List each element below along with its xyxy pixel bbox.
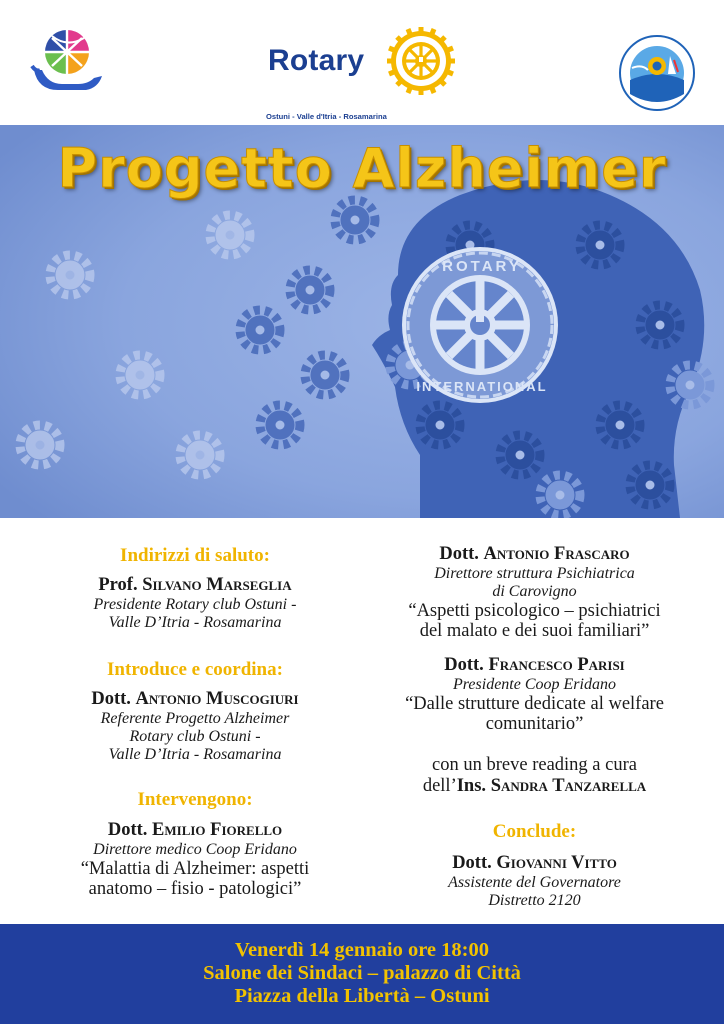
greetings-speaker-name: Prof. Silvano Marseglia: [98, 575, 292, 595]
speaker3-talk-line-1: “Dalle strutture dedicate al welfare: [405, 694, 664, 714]
closing-heading: Conclude:: [492, 821, 577, 842]
intro-role-line-1: Referente Progetto Alzheimer: [100, 710, 290, 727]
speaker3-role: Presidente Coop Eridano: [453, 676, 616, 693]
speaker1-role: Direttore medico Coop Eridano: [93, 841, 297, 858]
intro-heading: Introduce e coordina:: [107, 659, 283, 680]
closing-role-line-1: Assistente del Governatore: [448, 874, 621, 891]
event-venue: Salone dei Sindaci – palazzo di Città: [203, 962, 521, 984]
speaker2-role-line-2: di Carovigno: [492, 583, 577, 600]
greetings-heading: Indirizzi di saluto:: [120, 545, 270, 566]
district-governor-badge-icon: [618, 34, 696, 112]
speakers-heading: Intervengono:: [137, 789, 253, 810]
rotary-club-subtitle: Ostuni - Valle d'Itria - Rosamarina: [266, 112, 387, 121]
closing-role-line-2: Distretto 2120: [488, 892, 581, 909]
page-title: Progetto Alzheimer: [57, 137, 667, 200]
globe-hand-icon: [28, 26, 106, 98]
reading-line-1: con un breve reading a cura: [432, 755, 637, 775]
header: [0, 0, 724, 125]
speaker2-talk-line-2: del malato e dei suoi familiari”: [419, 621, 650, 641]
intro-speaker-name: Dott. Antonio Muscogiuri: [91, 689, 299, 709]
greetings-role-line-2: Valle D’Itria - Rosamarina: [108, 614, 282, 631]
event-address: Piazza della Libertà – Ostuni: [234, 985, 490, 1007]
speaker3-name: Dott. Francesco Parisi: [444, 655, 625, 675]
intro-role-line-3: Valle D’Itria - Rosamarina: [108, 746, 282, 763]
program-right-column: [362, 544, 707, 910]
event-details-footer: [0, 924, 724, 1024]
rotary-wheel-icon: [386, 26, 456, 96]
intro-role-line-2: Rotary club Ostuni -: [129, 728, 261, 745]
speaker1-talk-line-2: anatomo – fisio - patologici”: [88, 879, 302, 899]
speaker1-name: Dott. Emilio Fiorello: [107, 820, 283, 840]
greetings-role-line-1: Presidente Rotary club Ostuni -: [93, 596, 297, 613]
speaker1-talk-line-1: “Malattia di Alzheimer: aspetti: [80, 859, 310, 879]
rotary-wordmark: Rotary: [268, 44, 365, 77]
speaker3-talk-line-2: comunitario”: [485, 714, 584, 734]
closing-speaker-name: Dott. Giovanni Vitto: [452, 853, 617, 873]
speaker2-talk-line-1: “Aspetti psicologico – psichiatrici: [408, 601, 661, 621]
emblem-bottom-text: INTERNATIONAL: [416, 379, 548, 394]
reading-line-2: dell’Ins. Sandra Tanzarella: [422, 776, 647, 796]
banner: [0, 125, 724, 518]
speaker2-name: Dott. Antonio Frascaro: [439, 544, 630, 564]
speaker2-role-line-1: Direttore struttura Psichiatrica: [434, 565, 635, 582]
emblem-top-text: ROTARY: [442, 258, 522, 275]
event-date-time: Venerdì 14 gennaio ore 18:00: [235, 939, 489, 961]
program-left-column: [20, 545, 370, 899]
rotary-club-logo: [262, 26, 462, 121]
